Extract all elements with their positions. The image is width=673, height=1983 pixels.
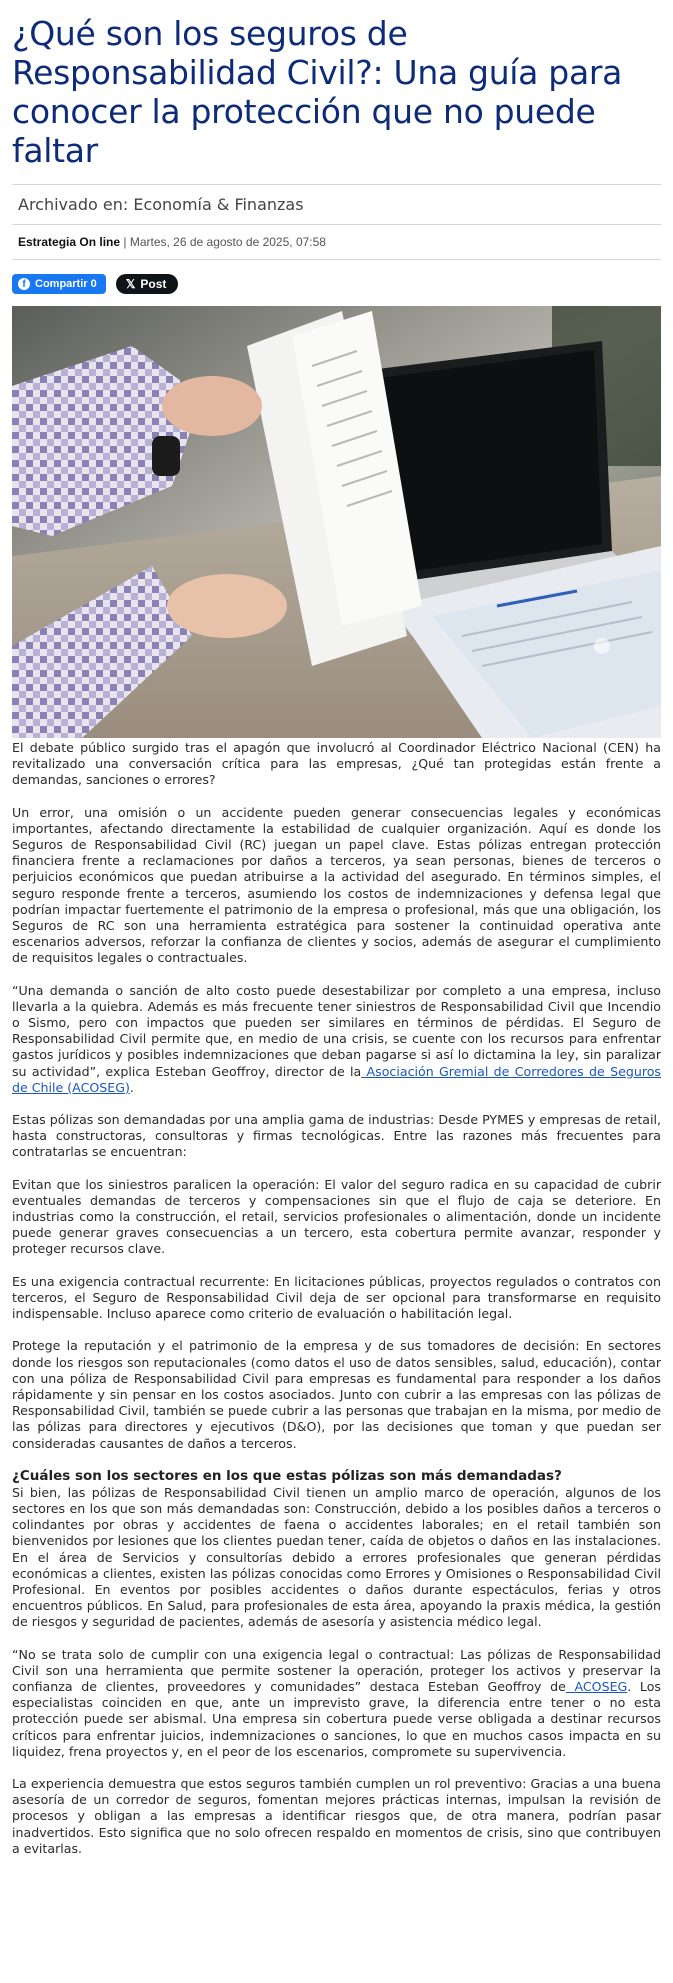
article-meta — [12, 225, 661, 259]
article-title: ¿Qué son los seguros de Responsabilidad Civil?: Una guía para conocer la protección que no puede faltar — [12, 14, 623, 170]
paragraph-end: . — [129, 1079, 134, 1095]
paragraph: Si bien, las pólizas de Responsabilidad Civil tienen un amplio marco de operación, algunos de los sectores en los que son más demandadas son: Construcción, debido a los posibles daños a terceros o colindantes por obras y accidentes de faena o accidentes laborales; en el retail también son bienvenidos por lesiones que los clientes puedan tener, caída de objetos o daños en las instalaciones. En el área de Servicios y consultorías debido a errores profesionales que generan pérdidas económicas a clientes, existen las pólizas conocidas como Errores y Omisiones o Responsabilidad Civil Profesional. En eventos por posibles accidentes o daños durante espectáculos, ferias y otros encuentros públicos. En Salud, para profesionales de esta área, apoyando la praxis médica, la gestión de riesgos y seguridad de pacientes, además de asesoría y asistencia médico legal. — [12, 1484, 661, 1630]
x-icon: 𝕏 — [125, 277, 136, 291]
paragraph: Es una exigencia contractual recurrente: En licitaciones públicas, proyectos regulados o contratos con terceros, el Seguro de Responsabilidad Civil deja de ser opcional para transformarse en requisito indispensable. Incluso aparece como criterio de evaluación o habilitación legal. — [12, 1273, 661, 1322]
archived-prefix: Archivado en: — [18, 195, 134, 214]
paragraph-quote — [12, 983, 661, 1096]
paragraph: El debate público surgido tras el apagón que involucró al Coordinador Eléctrico Nacional (CEN) ha revitalizado una conversación crítica para las empresas, ¿Qué tan protegidas están frente a demandas, sanciones o errores? — [12, 740, 661, 788]
x-post-label: Post — [140, 277, 167, 291]
x-post-button[interactable] — [116, 274, 179, 294]
paragraph-quote — [12, 1647, 661, 1760]
acoseg-link[interactable]: Asociación Gremial de Corredores de Seguros de Chile (ACOSEG) — [12, 1063, 661, 1095]
archived-category-link[interactable]: Economía & Finanzas — [133, 195, 304, 214]
facebook-share-label: Compartir 0 — [35, 278, 97, 290]
acoseg-short-link[interactable]: ACOSEG — [565, 1678, 628, 1694]
section-heading: ¿Cuáles son los sectores en los que estas pólizas son más demandadas? — [12, 1467, 562, 1484]
paragraph: Un error, una omisión o un accidente pueden generar consecuencias legales y económicas importantes, afectando directamente la estabilidad de cualquier organización. Aquí es donde los Seguros de Responsabilidad Civil (RC) juegan un papel clave. Estas pólizas entregan protección financiera frente a reclamaciones por daños a terceros, ya sean personas, bienes de terceros o perjuicios económicos que puedan atribuirse a la actividad del asegurado. En términos simples, el seguro responde frente a terceros, asumiendo los costos de indemnizaciones y defensa legal que podrían impactar fuertemente el patrimonio de la empresa o profesional, más que una obligación, los Seguros de RC son una herramienta estratégica para sostener la continuidad operativa ante escenarios adversos, reforzar la confianza de clientes y socios, además de asegurar el cumplimiento de requisitos legales o contractuales. — [12, 804, 661, 966]
facebook-icon: f — [18, 278, 30, 290]
facebook-share-button[interactable] — [12, 274, 106, 294]
paragraph: Protege la reputación y el patrimonio de la empresa y de sus tomadores de decisión: En sectores donde los riesgos son reputacionales (como datos el uso de datos sensibles, salud, educación), contar con una póliza de Responsabilidad Civil para empresas es fundamental para responder a los daños rápidamente y sin pensar en los costos asociados. Junto con cubrir a las empresas con las pólizas de Responsabilidad Civil, también se puede cubrir a las personas que trabajan en la misma, por medio de las pólizas para directores y ejecutivos (D&O), por las decisiones que toman y que puedan ser consideradas causantes de daños a terceros. — [12, 1338, 661, 1451]
paragraph-end: . Los especialistas coinciden en que, ante un imprevisto grave, la diferencia entre tener o no esta protección puede ser abismal. Una empresa sin cobertura puede verse obligada a destinar recursos críticos para enfrentar juicios, indemnizaciones o sanciones, lo que en muchos casos impacta en su liquidez, frena proyectos y, en el peor de los escenarios, compromete su supervivencia. — [12, 1678, 661, 1759]
paragraph: La experiencia demuestra que estos seguros también cumplen un rol preventivo: Gracias a una buena asesoría de un corredor de seguros, fomentan mejores prácticas internas, impulsan la revisión de procesos y obligan a las empresas a identificar riesgos que, de otra manera, podrían pasar inadvertidos. Esto significa que no solo ofrecen respaldo en momentos de crisis, sino que contribuyen a evitarlas. — [12, 1775, 661, 1856]
archived-line — [12, 185, 661, 224]
meta-separator: | — [120, 235, 130, 249]
article-author: Estrategia On line — [18, 235, 121, 249]
hero-image — [12, 306, 661, 738]
paragraph-text: “Una demanda o sanción de alto costo puede desestabilizar por completo a una empresa, incluso llevarla a la quiebra. Además es más frecuente tener siniestros de Responsabilidad Civil que Incendio o Sismo, pero con impactos que pueden ser similares en términos de pérdidas. El Seguro de Responsabilidad Civil permite que, en medio de una crisis, se cuente con los recursos para enfrentar gastos jurídicos y posibles indemnizaciones que deban pagarse si así lo dictamina la ley, sin paralizar su actividad”, explica Esteban Geoffroy, director de la — [12, 982, 661, 1079]
paragraph: Evitan que los siniestros paralicen la operación: El valor del seguro radica en su capacidad de cubrir eventuales demandas de terceros y compensaciones sin que el flujo de caja se deteriore. En industrias como la construcción, el retail, servicios profesionales o alimentación, donde un incidente puede generar graves consecuencias a un tercero, esta cobertura permite avanzar, responder y proteger recursos clave. — [12, 1176, 661, 1257]
share-bar — [12, 260, 661, 302]
paragraph-text: “No se trata solo de cumplir con una exigencia legal o contractual: Las pólizas de Responsabilidad Civil son una herramienta que permite sostener la operación, proteger los activos y preservar la confianza de clientes, proveedores y comunidades” destaca Esteban Geoffroy de — [12, 1646, 661, 1694]
paragraph: Estas pólizas son demandadas por una amplia gama de industrias: Desde PYMES y empresas de retail, hasta constructoras, consultoras y firmas tecnológicas. Entre las razones más frecuentes para contratarlas se encuentran: — [12, 1112, 661, 1160]
article-date: Martes, 26 de agosto de 2025, 07:58 — [129, 235, 326, 249]
